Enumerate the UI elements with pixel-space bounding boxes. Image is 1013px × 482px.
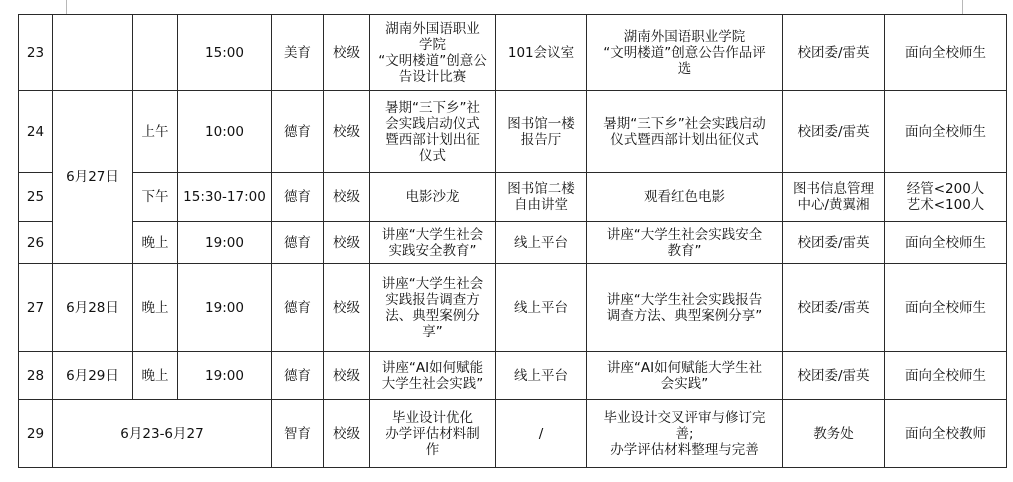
period-cell: 晚上 [133, 222, 178, 264]
venue-cell [496, 222, 587, 264]
table-row [19, 173, 1007, 222]
date-cell: 6月27日 [53, 91, 133, 264]
cell-text-line: 校团委/雷英 [797, 367, 870, 384]
venue-cell [496, 263, 587, 352]
cell-text-line: 暨西部计划出征 [385, 131, 480, 148]
cell-text-line: “文明楼道”创意公告作品评 [603, 44, 766, 61]
cell-text-line: 会实践” [660, 375, 709, 392]
cell-text-line: 图书馆一楼 [507, 115, 575, 132]
time-cell: 15:30-17:00 [178, 173, 272, 222]
time-cell: 19:00 [178, 352, 272, 400]
cell-text-line: 讲座“AI如何赋能大学生社 [606, 359, 763, 376]
cell-text-line: 实践安全教育” [388, 242, 477, 259]
period-cell [133, 15, 178, 91]
cell-text-line: 面向全校师生 [905, 367, 986, 384]
activity-title-cell [370, 173, 496, 222]
table-row [19, 91, 1007, 173]
cell-text-line: 仪式 [419, 147, 446, 164]
table-row [19, 263, 1007, 352]
venue-cell [496, 15, 587, 91]
cell-text-line: 湖南外国语职业学院 [623, 28, 746, 45]
cell-text-line: 电影沙龙 [405, 189, 460, 206]
activity-title-cell [370, 263, 496, 352]
period-cell: 上午 [133, 91, 178, 173]
cell-text-line: 报告厅 [520, 131, 562, 148]
audience-cell [885, 352, 1007, 400]
category-cell: 德育 [272, 263, 324, 352]
cell-text-line: 101会议室 [507, 44, 575, 61]
cell-text-line: 面向全校师生 [905, 44, 986, 61]
audience-cell [885, 263, 1007, 352]
time-cell: 19:00 [178, 263, 272, 352]
cell-text-line: 实践报告调查方 [385, 291, 480, 308]
cell-text-line: 线上平台 [514, 367, 568, 384]
venue-cell [496, 400, 587, 468]
organizer-cell [783, 400, 885, 468]
date-range-cell: 6月23-6月27 [53, 400, 272, 468]
cell-text-line: 讲座“大学生社会实践报告 [606, 291, 763, 308]
category-cell: 德育 [272, 222, 324, 264]
cell-text-line: 图书馆二楼 [507, 181, 575, 198]
period-cell: 晚上 [133, 352, 178, 400]
level-cell: 校级 [324, 15, 370, 91]
cell-text-line: “文明楼道”创意公 [378, 52, 487, 69]
cell-text-line: 讲座“大学生社会 [381, 275, 484, 292]
row-number: 27 [19, 263, 53, 352]
page-corner-mark-right [962, 0, 975, 15]
audience-cell [885, 91, 1007, 173]
content-cell [587, 173, 783, 222]
time-cell: 15:00 [178, 15, 272, 91]
cell-text-line: 暑期“三下乡”社 [385, 99, 480, 116]
cell-text-line: 学院 [419, 36, 446, 53]
cell-text-line: 会实践启动仪式 [385, 115, 480, 132]
audience-cell [885, 400, 1007, 468]
cell-text-line: 艺术<100人 [906, 197, 985, 214]
cell-text-line: 自由讲堂 [514, 197, 568, 214]
category-cell: 德育 [272, 173, 324, 222]
cell-text-line: 作 [425, 441, 440, 458]
activity-title-cell [370, 352, 496, 400]
organizer-cell [783, 222, 885, 264]
period-cell: 下午 [133, 173, 178, 222]
row-number: 24 [19, 91, 53, 173]
audience-cell [885, 222, 1007, 264]
venue-cell [496, 352, 587, 400]
time-cell: 19:00 [178, 222, 272, 264]
cell-text-line: 毕业设计交叉评审与修订完 [603, 409, 766, 426]
page-corner-mark-left [54, 0, 67, 15]
cell-text-line: 中心/黄翼湘 [797, 197, 870, 214]
category-cell: 德育 [272, 352, 324, 400]
cell-text-line: 校团委/雷英 [797, 234, 870, 251]
cell-text-line: 面向全校师生 [905, 299, 986, 316]
cell-text-line: 经管<200人 [906, 181, 985, 198]
activity-title-cell [370, 222, 496, 264]
date-cell: 6月29日 [53, 352, 133, 400]
venue-cell [496, 173, 587, 222]
level-cell: 校级 [324, 400, 370, 468]
activity-title-cell [370, 91, 496, 173]
cell-text-line: 调查方法、典型案例分享” [606, 307, 763, 324]
cell-text-line: / [538, 425, 544, 442]
row-number: 26 [19, 222, 53, 264]
audience-cell [885, 15, 1007, 91]
category-cell: 德育 [272, 91, 324, 173]
organizer-cell [783, 15, 885, 91]
audience-cell [885, 173, 1007, 222]
table-row [19, 15, 1007, 91]
content-cell [587, 15, 783, 91]
organizer-cell [783, 352, 885, 400]
table-row [19, 352, 1007, 400]
row-number: 28 [19, 352, 53, 400]
cell-text-line: 面向全校教师 [905, 425, 986, 442]
time-cell: 10:00 [178, 91, 272, 173]
cell-text-line: 面向全校师生 [905, 234, 986, 251]
cell-text-line: 办学评估材料制 [385, 425, 480, 442]
row-number: 25 [19, 173, 53, 222]
cell-text-line: 讲座“大学生社会实践安全 [606, 226, 763, 243]
content-cell [587, 91, 783, 173]
cell-text-line: 教育” [667, 242, 702, 259]
venue-cell [496, 91, 587, 173]
cell-text-line: 大学生社会实践” [381, 375, 484, 392]
cell-text-line: 毕业设计优化 [392, 409, 473, 426]
level-cell: 校级 [324, 263, 370, 352]
level-cell: 校级 [324, 352, 370, 400]
row-number: 29 [19, 400, 53, 468]
activity-title-cell [370, 15, 496, 91]
cell-text-line: 选 [677, 60, 692, 77]
table-row [19, 222, 1007, 264]
cell-text-line: 线上平台 [514, 234, 568, 251]
content-cell [587, 352, 783, 400]
cell-text-line: 湖南外国语职业 [385, 20, 480, 37]
cell-text-line: 面向全校师生 [905, 123, 986, 140]
cell-text-line: 校团委/雷英 [797, 299, 870, 316]
schedule-table [18, 14, 1007, 468]
cell-text-line: 讲座“大学生社会 [381, 226, 484, 243]
table-row [19, 400, 1007, 468]
cell-text-line: 教务处 [813, 425, 854, 442]
cell-text-line: 法、典型案例分 [385, 307, 480, 324]
date-cell [53, 15, 133, 91]
cell-text-line: 享” [422, 323, 443, 340]
content-cell [587, 263, 783, 352]
category-cell: 智育 [272, 400, 324, 468]
cell-text-line: 办学评估材料整理与完善 [610, 441, 759, 458]
organizer-cell [783, 263, 885, 352]
cell-text-line: 仪式暨西部计划出征仪式 [610, 131, 759, 148]
cell-text-line: 观看红色电影 [644, 189, 725, 206]
cell-text-line: 善; [675, 425, 694, 442]
cell-text-line: 讲座“AI如何赋能 [381, 359, 484, 376]
cell-text-line: 线上平台 [514, 299, 568, 316]
activity-title-cell [370, 400, 496, 468]
level-cell: 校级 [324, 173, 370, 222]
cell-text-line: 校团委/雷英 [797, 123, 870, 140]
cell-text-line: 图书信息管理 [793, 181, 874, 198]
organizer-cell [783, 173, 885, 222]
category-cell: 美育 [272, 15, 324, 91]
level-cell: 校级 [324, 222, 370, 264]
row-number: 23 [19, 15, 53, 91]
cell-text-line: 告设计比赛 [398, 68, 467, 85]
level-cell: 校级 [324, 91, 370, 173]
cell-text-line: 校团委/雷英 [797, 44, 870, 61]
content-cell [587, 222, 783, 264]
date-cell: 6月28日 [53, 263, 133, 352]
cell-text-line: 暑期“三下乡”社会实践启动 [603, 115, 766, 132]
content-cell [587, 400, 783, 468]
period-cell: 晚上 [133, 263, 178, 352]
organizer-cell [783, 91, 885, 173]
